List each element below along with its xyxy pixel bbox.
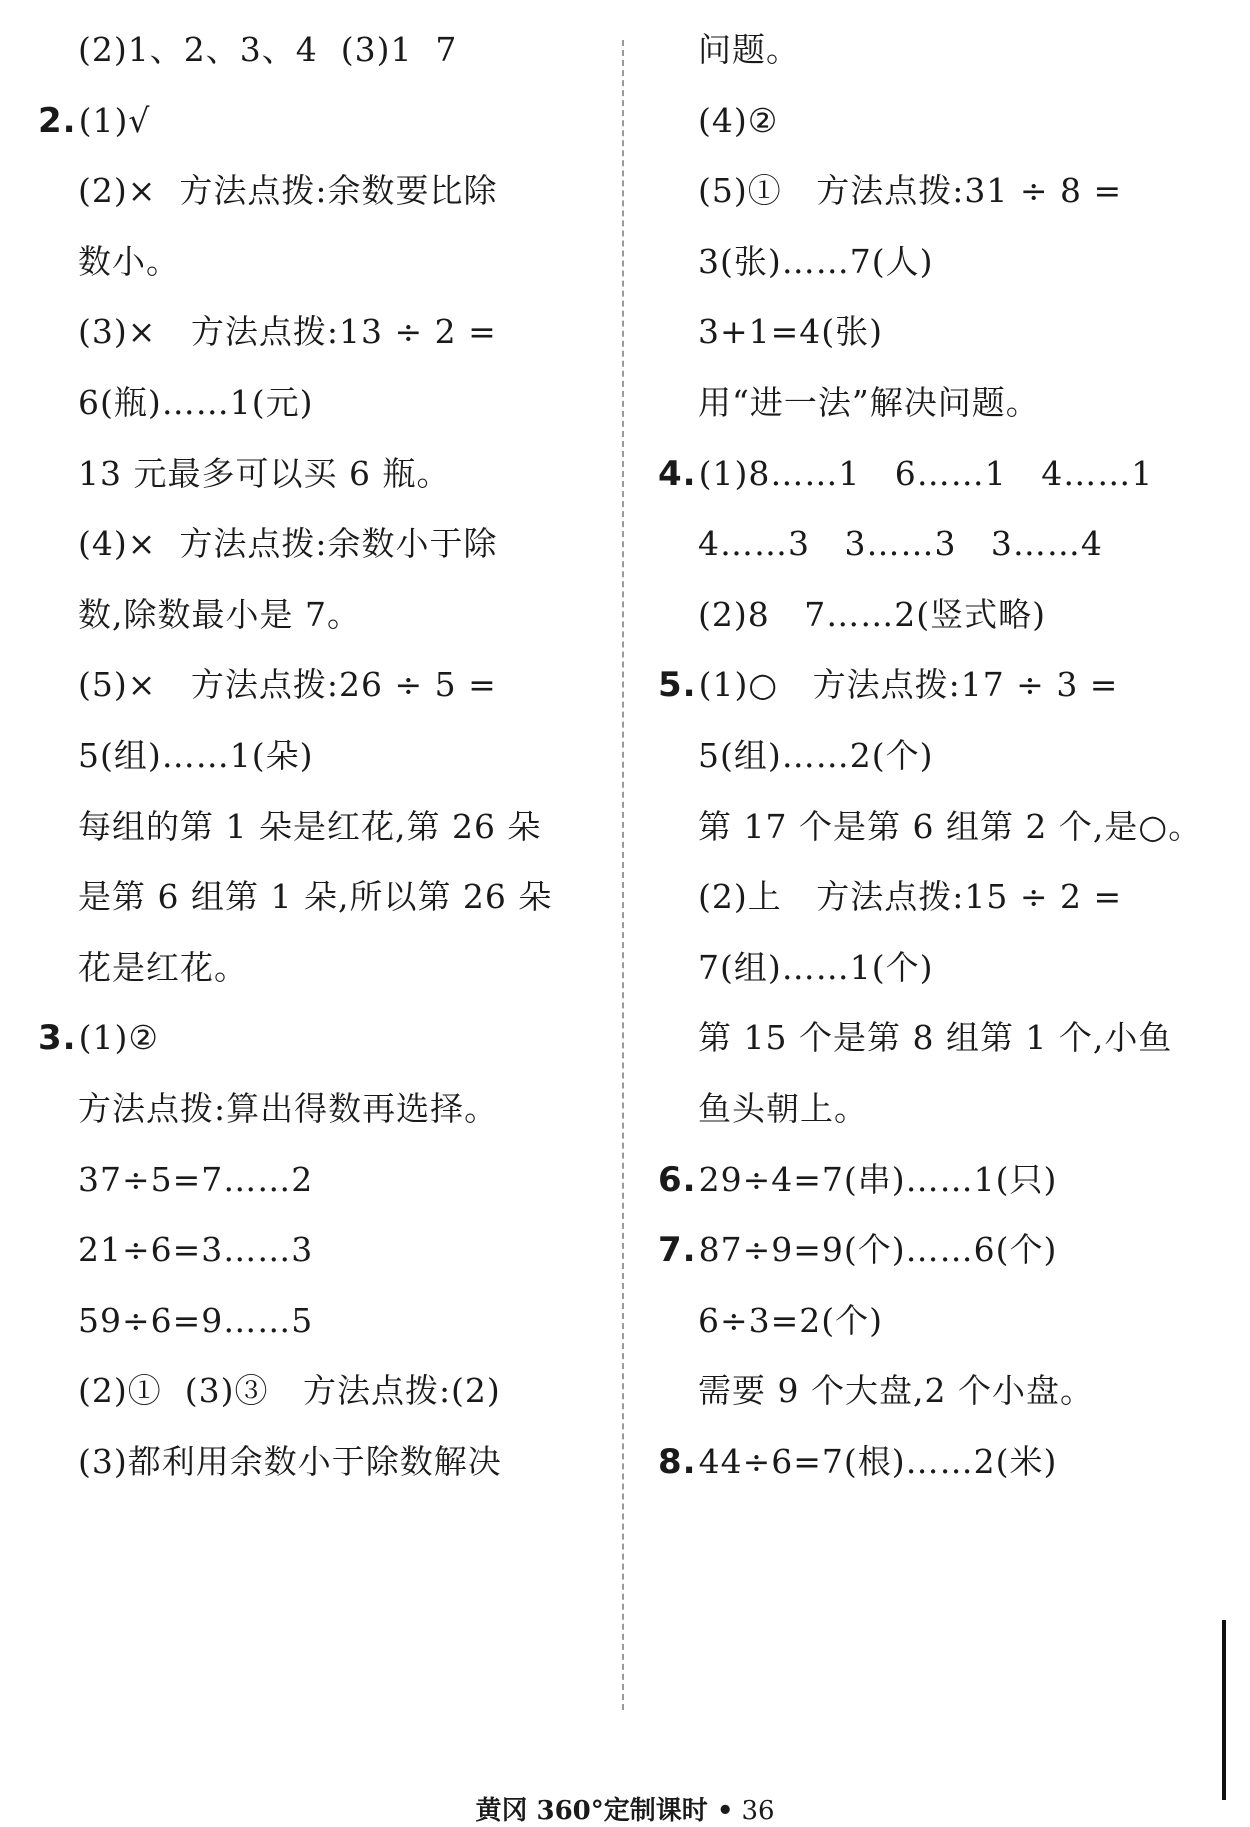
right-answer-line — [698, 383, 1040, 423]
left-answer-line — [78, 1230, 313, 1270]
answer-text: (5)① 方法点拨:31 ÷ 8 = — [698, 171, 1123, 211]
answer-text: 需要 9 个大盘,2 个小盘。 — [698, 1371, 1094, 1411]
question-number: 8. — [658, 1442, 697, 1482]
answer-text: (1)8……1 6……1 4……1 — [698, 453, 1154, 493]
answer-text: 方法点拨:算出得数再选择。 — [78, 1089, 499, 1128]
answer-text: 13 元最多可以买 6 瓶。 — [78, 453, 451, 493]
right-answer-line — [658, 1442, 1057, 1482]
right-answer-line — [698, 524, 1103, 564]
answer-text: 44÷6=7(根)……2(米) — [698, 1442, 1058, 1481]
question-number: 5. — [658, 665, 697, 706]
left-answer-line — [78, 1160, 313, 1200]
answer-text: 4……3 3……3 3……4 — [698, 524, 1103, 564]
question-number: 3. — [38, 1018, 77, 1059]
question-number: 6. — [658, 1159, 697, 1200]
answer-text: 数,除数最小是 7。 — [78, 594, 361, 634]
answer-text: 鱼头朝上。 — [698, 1089, 868, 1128]
left-answer-line — [78, 1089, 498, 1129]
answer-text: 数小。 — [78, 241, 180, 281]
answer-text: (1)② — [78, 1018, 159, 1058]
answer-text: 87÷9=9(个)……6(个) — [698, 1230, 1058, 1270]
question-number: 2. — [38, 100, 77, 141]
right-answer-line — [698, 101, 778, 141]
right-answer-line — [698, 1018, 1172, 1058]
answer-text: (1)○ 方法点拨:17 ÷ 3 = — [698, 665, 1119, 705]
left-answer-line — [78, 1301, 313, 1341]
left-answer-line — [78, 30, 457, 70]
question-number: 7. — [658, 1230, 697, 1271]
answer-text: 用“进一法”解决问题。 — [698, 383, 1040, 422]
left-answer-line — [38, 101, 150, 141]
answer-text: 29÷4=7(串)……1(只) — [698, 1159, 1058, 1199]
right-answer-line — [698, 1371, 1094, 1411]
right-answer-line — [658, 665, 1118, 705]
left-answer-line — [78, 877, 552, 917]
answer-text: 7(组)……1(个) — [698, 947, 934, 987]
answer-text: 第 17 个是第 6 组第 2 个,是○。 — [698, 806, 1203, 846]
answer-text: (3)× 方法点拨:13 ÷ 2 = — [78, 312, 497, 352]
left-answer-line — [78, 948, 248, 988]
left-answer-line — [78, 736, 314, 776]
left-answer-line — [78, 665, 497, 705]
right-answer-line — [698, 948, 934, 988]
right-answer-line — [698, 171, 1122, 211]
answer-text: (2)8 7……2(竖式略) — [698, 594, 1046, 634]
answer-text: 21÷6=3……3 — [78, 1230, 314, 1270]
page-number: 36 — [741, 1796, 775, 1826]
answer-text: 3+1=4(张) — [698, 312, 884, 352]
edge-mark — [1222, 1620, 1226, 1800]
answer-text: 花是红花。 — [78, 947, 248, 987]
right-answer-line — [698, 1089, 868, 1129]
left-answer-line — [78, 383, 314, 423]
left-answer-line — [78, 242, 180, 282]
left-answer-line — [78, 595, 361, 635]
left-answer-line — [78, 454, 450, 494]
left-answer-line — [78, 807, 541, 847]
left-answer-line — [78, 524, 498, 564]
right-answer-line — [698, 736, 934, 776]
answer-text: 5(组)……2(个) — [698, 736, 934, 775]
left-answer-line — [78, 1442, 502, 1482]
left-answer-line — [78, 312, 497, 352]
answer-text: 第 15 个是第 8 组第 1 个,小鱼 — [698, 1018, 1173, 1058]
right-answer-line — [658, 1160, 1057, 1200]
right-answer-line — [658, 1230, 1057, 1270]
answer-text: (5)× 方法点拨:26 ÷ 5 = — [78, 665, 497, 705]
answer-text: 59÷6=9……5 — [78, 1300, 314, 1340]
answer-text: (2)× 方法点拨:余数要比除 — [78, 171, 498, 211]
answer-text: 6÷3=2(个) — [698, 1300, 884, 1340]
answer-text: 是第 6 组第 1 朵,所以第 26 朵 — [78, 877, 553, 917]
column-divider — [622, 40, 624, 1710]
answer-text: 问题。 — [698, 30, 800, 69]
answer-text: (1)√ — [78, 100, 151, 140]
answer-text: (4)× 方法点拨:余数小于除 — [78, 524, 498, 564]
right-answer-line — [658, 454, 1153, 494]
right-answer-line — [698, 242, 934, 282]
answer-text: 5(组)……1(朵) — [78, 736, 314, 775]
right-answer-line — [698, 807, 1202, 847]
answer-text: 6(瓶)……1(元) — [78, 383, 314, 422]
answer-text: 37÷5=7……2 — [78, 1159, 314, 1199]
page-footer — [0, 1790, 1250, 1827]
answer-text: (2)① (3)③ 方法点拨:(2) — [78, 1371, 501, 1411]
left-answer-line — [38, 1018, 159, 1058]
left-answer-line — [78, 1371, 501, 1411]
answer-text: 每组的第 1 朵是红花,第 26 朵 — [78, 806, 542, 846]
right-answer-line — [698, 30, 800, 70]
footer-brand: 黄冈 360°定制课时 • — [475, 1796, 734, 1826]
answer-text: (2)1、2、3、4 (3)1 7 — [78, 30, 458, 69]
right-answer-line — [698, 595, 1046, 635]
right-answer-line — [698, 1301, 883, 1341]
question-number: 4. — [658, 453, 697, 494]
answer-text: (4)② — [698, 100, 779, 140]
right-answer-line — [698, 877, 1122, 917]
answer-text: 3(张)……7(人) — [698, 241, 934, 281]
answer-text: (2)上 方法点拨:15 ÷ 2 = — [698, 877, 1123, 917]
answer-text: (3)都利用余数小于除数解决 — [78, 1442, 502, 1481]
right-answer-line — [698, 312, 883, 352]
left-answer-line — [78, 171, 498, 211]
